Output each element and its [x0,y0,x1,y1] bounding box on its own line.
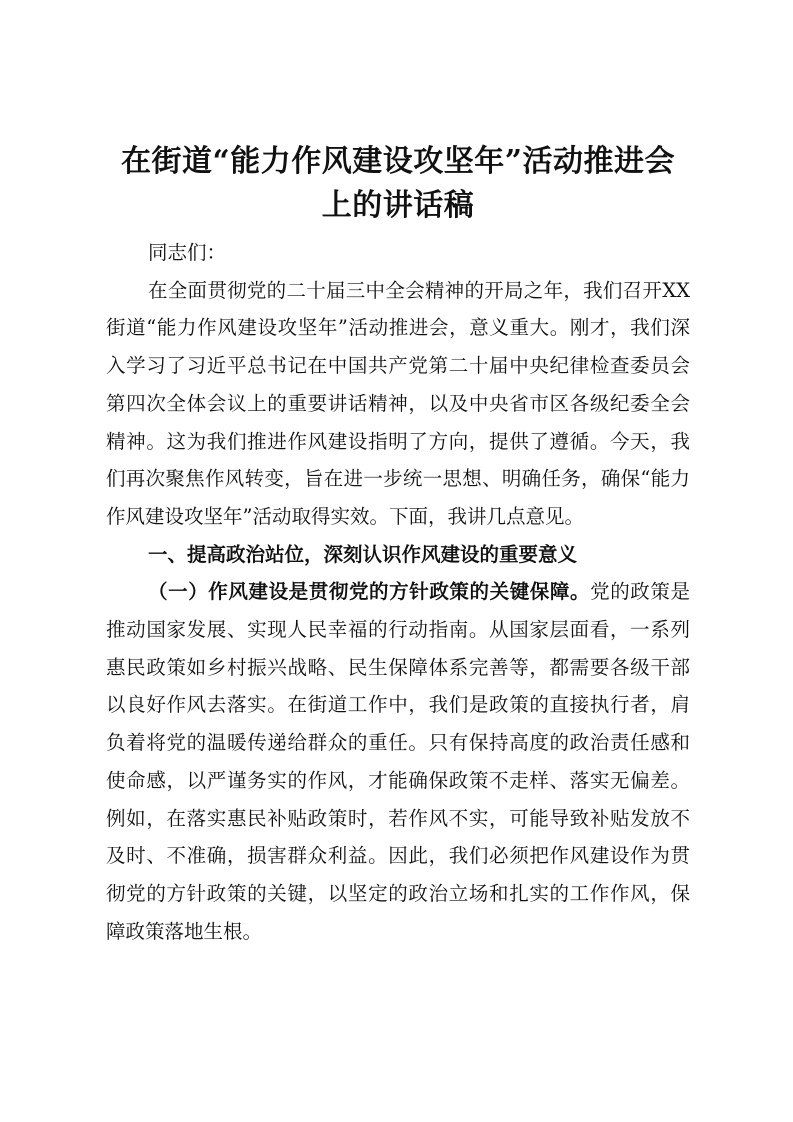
document-title: 在街道“能力作风建设攻坚年”活动推进会上的讲话稿 [120,144,675,223]
subsection-body-1: 党的政策是推动国家发展、实现人民幸福的行动指南。从国家层面看，一系列惠民政策如乡村振兴战略、民生保障体系完善等，都需要各级干部以良好作风去落实。在街道工作中，我们是政策的直接执行者，肩负着将党的温暖传递给群众的重任。只有保持高度的政治责任感和使命感，以严谨务实的作风，才能确保政策不走样、落实无偏差。例如，在落实惠民补贴政策时，若作风不实，可能导致补贴发放不及时、不准确，损害群众利益。因此，我们必须把作风建设作为贯彻党的方针政策的关键，以坚定的政治立场和扎实的工作作风，保障政策落地生根。 [106,580,690,943]
section-heading-1: 一、提高政治站位，深刻认识作风建设的重要意义 [148,542,578,566]
subsection-lead-1: （一）作风建设是贯彻党的方针政策的关键保障。 [148,580,591,604]
salutation: 同志们： [148,241,227,264]
intro-paragraph: 在全面贯彻党的二十届三中全会精神的开局之年，我们召开XX街道“能力作风建设攻坚年”活动推进会，意义重大。刚才，我们深入学习了习近平总书记在中国共产党第二十届中央纪律检查委员会第四次全体会议上的重要讲话精神，以及中央省市区各级纪委全会精神。这为我们推进作风建设指明了方向，提供了遵循。今天，我们再次聚焦作风转变，旨在进一步统一思想、明确任务，确保“能力作风建设攻坚年”活动取得实效。下面，我讲几点意见。 [106,278,690,528]
document-page [106,140,690,950]
subsection-paragraph-1 [106,573,690,950]
